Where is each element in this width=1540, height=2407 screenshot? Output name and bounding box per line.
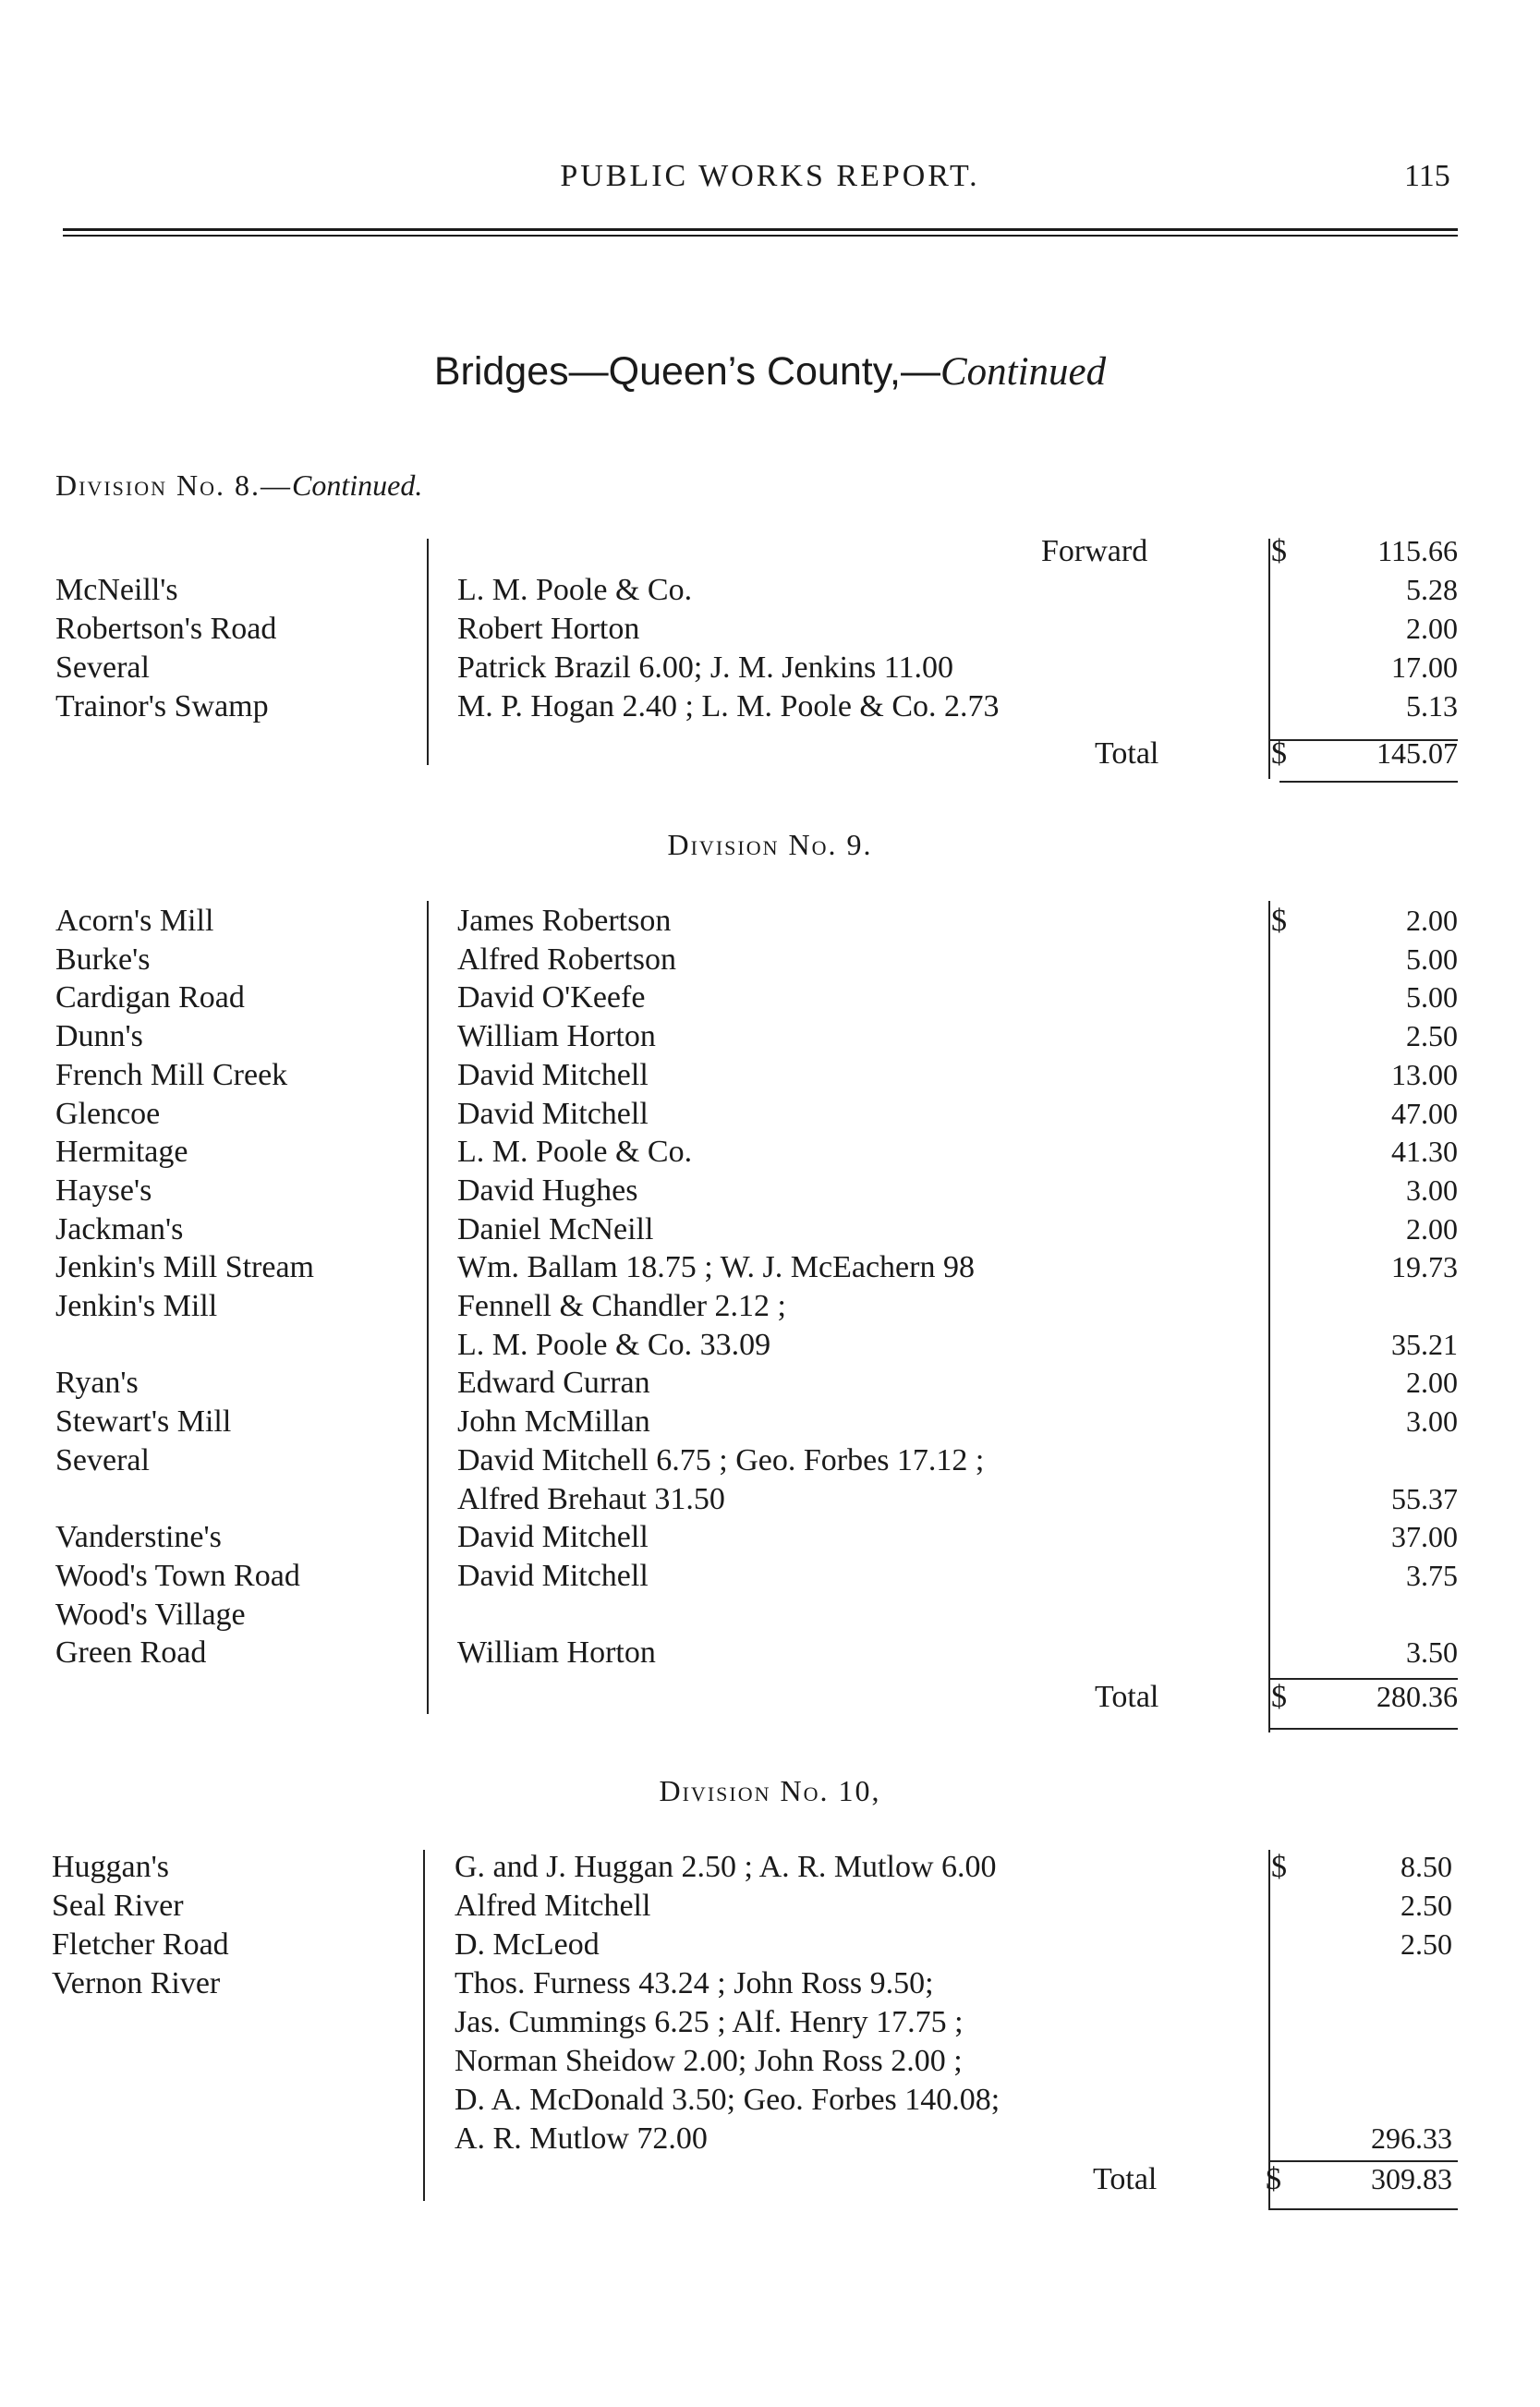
row-payee: Alfred Robertson (457, 942, 677, 977)
row-payee: David Mitchell (457, 1558, 649, 1593)
header-rule-bottom (63, 235, 1458, 237)
row-amount: 3.00 (1406, 1173, 1458, 1207)
row-place-name: Stewart's Mill (55, 1404, 232, 1440)
division-9-heading: Division No. 9. (667, 828, 873, 861)
row-place-name: Green Road (55, 1635, 207, 1671)
row-payee: A. R. Mutlow 72.00 (455, 2121, 708, 2156)
row-payee: L. M. Poole & Co. (457, 573, 693, 607)
row-place-name: Wood's Town Road (55, 1558, 300, 1593)
row-place-name: Jenkin's Mill (55, 1289, 218, 1323)
row-place-name: Burke's (55, 942, 151, 977)
division-8-forward-amount: 115.66 (1377, 534, 1458, 567)
header-rule-top (63, 228, 1458, 231)
row-place-name: Hermitage (55, 1135, 188, 1170)
division-10-total-dollar: $ (1266, 2162, 1281, 2196)
row-amount: 17.00 (1391, 650, 1458, 684)
row-amount: 2.50 (1401, 1889, 1452, 1922)
row-place-name: Robertson's Road (55, 612, 277, 646)
section-title-continued: Continued (940, 350, 1107, 394)
row-amount: 41.30 (1391, 1135, 1458, 1169)
row-place-name: Vernon River (52, 1966, 221, 2000)
row-payee: L. M. Poole & Co. (457, 1135, 693, 1170)
row-amount: 3.75 (1406, 1558, 1458, 1592)
row-amount: 5.28 (1406, 573, 1458, 606)
row-place-name: Several (55, 650, 150, 685)
row-payee: James Robertson (457, 904, 672, 938)
row-place-name: Glencoe (55, 1096, 161, 1131)
row-payee: Robert Horton (457, 612, 640, 646)
division-9-column-divider (427, 901, 429, 1714)
row-payee: Edward Curran (457, 1366, 650, 1401)
division-8-heading (55, 468, 422, 503)
row-place-name: Ryan's (55, 1366, 139, 1401)
row-payee: G. and J. Huggan 2.50 ; A. R. Mutlow 6.00 (455, 1850, 997, 1884)
row-amount: 2.50 (1406, 1019, 1458, 1053)
row-payee: Daniel McNeill (457, 1211, 654, 1246)
division-8-total-underline (1279, 781, 1458, 783)
row-amount: 2.00 (1406, 1366, 1458, 1400)
division-10-currency: $ (1271, 1850, 1287, 1884)
row-amount: 2.00 (1406, 612, 1458, 645)
row-payee: David Mitchell (457, 1096, 649, 1131)
row-place-name: Acorn's Mill (55, 904, 214, 938)
division-8-column-divider (427, 539, 429, 765)
row-payee: Alfred Mitchell (455, 1889, 651, 1923)
row-payee: Patrick Brazil 6.00; J. M. Jenkins 11.00 (457, 650, 954, 685)
row-amount: 5.13 (1406, 689, 1458, 723)
row-payee: D. McLeod (455, 1927, 600, 1962)
row-payee: D. A. McDonald 3.50; Geo. Forbes 140.08; (455, 2083, 1000, 2117)
row-place-name: Fletcher Road (52, 1927, 229, 1962)
row-place-name: Vanderstine's (55, 1520, 222, 1555)
division-8-heading-text: Division No. 8.— (55, 468, 292, 502)
row-place-name: Jackman's (55, 1211, 184, 1246)
row-payee: David O'Keefe (457, 980, 646, 1015)
row-amount: 19.73 (1391, 1250, 1458, 1284)
row-amount: 13.00 (1391, 1057, 1458, 1091)
row-payee: David Hughes (457, 1173, 638, 1208)
division-10-total-label: Total (1093, 2162, 1158, 2196)
row-place-name: French Mill Creek (55, 1057, 288, 1092)
division-8-forward-label: Forward (1041, 534, 1148, 568)
row-payee: Alfred Brehaut 31.50 (457, 1481, 725, 1516)
row-place-name: Trainor's Swamp (55, 689, 269, 723)
row-amount: 2.00 (1406, 1211, 1458, 1246)
row-amount: 5.00 (1406, 942, 1458, 976)
row-amount: 47.00 (1391, 1096, 1458, 1130)
division-10-total-underline (1268, 2208, 1458, 2210)
row-amount: 55.37 (1391, 1481, 1458, 1515)
row-payee: Thos. Furness 43.24 ; John Ross 9.50; (455, 1966, 934, 2000)
row-place-name: Several (55, 1442, 150, 1477)
row-amount: 2.50 (1401, 1927, 1452, 1961)
row-payee: Norman Sheidow 2.00; John Ross 2.00 ; (455, 2044, 963, 2078)
row-payee: David Mitchell (457, 1520, 649, 1555)
division-9-total-underline (1268, 1728, 1458, 1730)
row-payee: L. M. Poole & Co. 33.09 (457, 1327, 771, 1362)
row-payee: William Horton (457, 1019, 656, 1054)
row-payee: Jas. Cummings 6.25 ; Alf. Henry 17.75 ; (455, 2005, 964, 2039)
section-title-text: Bridges—Queen’s County,— (433, 349, 940, 394)
division-10-total-amount: 309.83 (1371, 2162, 1452, 2195)
row-payee: David Mitchell 6.75 ; Geo. Forbes 17.12 ; (457, 1442, 985, 1477)
row-place-name: Jenkin's Mill Stream (55, 1250, 315, 1285)
row-amount: 5.00 (1406, 980, 1458, 1015)
row-place-name: Cardigan Road (55, 980, 245, 1015)
row-place-name: Seal River (52, 1889, 184, 1923)
row-payee: Fennell & Chandler 2.12 ; (457, 1289, 787, 1323)
division-9-total-amount: 280.36 (1376, 1680, 1458, 1713)
row-payee: William Horton (457, 1635, 656, 1671)
row-amount: 37.00 (1391, 1520, 1458, 1554)
row-place-name: Huggan's (52, 1850, 170, 1884)
row-amount: 8.50 (1401, 1850, 1452, 1883)
division-9-total-label: Total (1095, 1680, 1159, 1714)
page-number: 115 (1404, 159, 1450, 193)
division-9-total-dollar: $ (1271, 1680, 1287, 1714)
row-payee: John McMillan (457, 1404, 650, 1440)
division-10-heading: Division No. 10, (659, 1774, 881, 1807)
division-8-heading-continued: Continued. (291, 468, 423, 502)
row-place-name: Hayse's (55, 1173, 152, 1208)
section-title (0, 349, 1540, 395)
division-8-total-label: Total (1095, 736, 1159, 771)
row-place-name: Dunn's (55, 1019, 143, 1054)
running-header: PUBLIC WORKS REPORT. (560, 159, 980, 193)
row-amount: 35.21 (1391, 1327, 1458, 1361)
row-payee: Wm. Ballam 18.75 ; W. J. McEachern 98 (457, 1250, 975, 1285)
row-amount: 2.00 (1406, 904, 1458, 937)
division-8-forward-dollar: $ (1271, 534, 1287, 568)
row-amount: 296.33 (1371, 2121, 1452, 2155)
division-8-total-amount: 145.07 (1376, 736, 1458, 770)
division-10-column-divider (423, 1850, 425, 2201)
row-place-name: McNeill's (55, 573, 178, 607)
division-9-currency: $ (1271, 904, 1287, 938)
row-place-name: Wood's Village (55, 1597, 246, 1632)
row-amount: 3.00 (1406, 1404, 1458, 1439)
row-payee: M. P. Hogan 2.40 ; L. M. Poole & Co. 2.73 (457, 689, 1000, 723)
division-8-total-dollar: $ (1271, 736, 1287, 771)
row-payee: David Mitchell (457, 1057, 649, 1092)
row-amount: 3.50 (1406, 1635, 1458, 1670)
